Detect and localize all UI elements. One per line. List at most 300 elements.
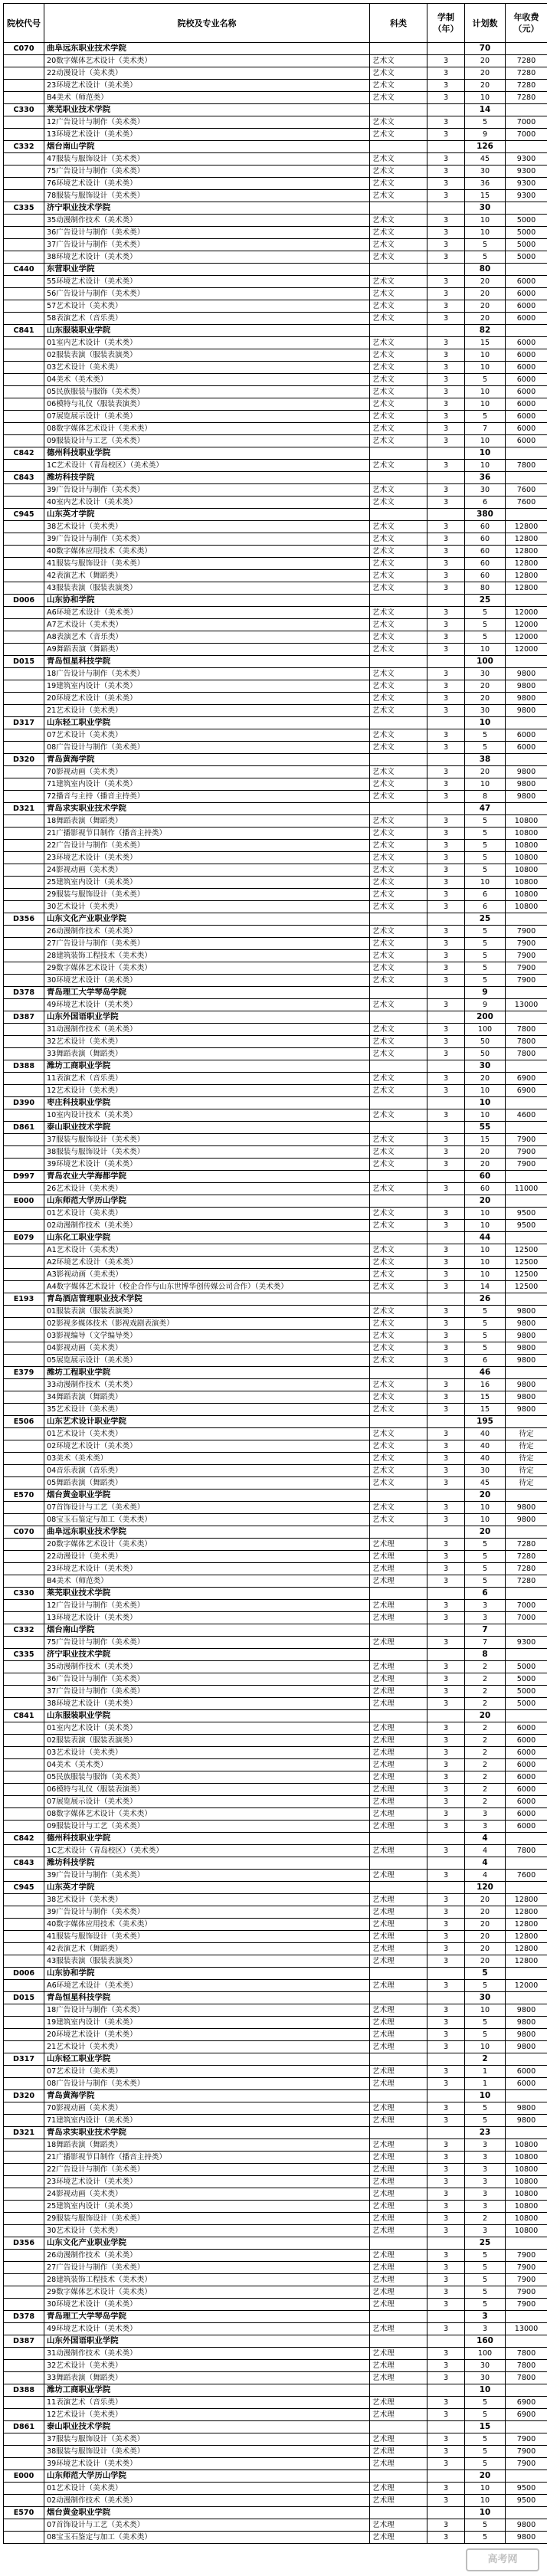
major-code (4, 1575, 44, 1588)
major-plan: 10 (465, 398, 506, 411)
school-plan-total: 30 (465, 1060, 506, 1073)
major-name: 28建筑装饰工程技术（美术类） (44, 2274, 370, 2286)
major-row (4, 570, 547, 582)
major-years: 3 (427, 1870, 465, 1882)
major-fee: 7280 (506, 67, 547, 80)
major-code (4, 2299, 44, 2311)
major-years: 3 (427, 1036, 465, 1048)
major-code (4, 2164, 44, 2176)
major-code (4, 521, 44, 533)
major-code (4, 546, 44, 558)
major-years: 3 (427, 1551, 465, 1563)
major-plan: 5 (465, 2446, 506, 2458)
major-name: 11表演艺术（音乐类） (44, 1073, 370, 1085)
major-name: B4美术（师范类） (44, 1575, 370, 1588)
major-category: 艺术理 (370, 2115, 427, 2127)
major-years: 3 (427, 2372, 465, 2384)
major-years: 3 (427, 1539, 465, 1551)
school-fee (506, 325, 547, 337)
major-row (4, 1330, 547, 1342)
school-name: 潍坊工程职业学院 (44, 1367, 370, 1379)
major-name: 36广告设计与制作（美术类） (44, 1673, 370, 1686)
major-years: 3 (427, 2225, 465, 2237)
major-code (4, 1306, 44, 1318)
major-row (4, 1342, 547, 1355)
major-fee: 7280 (506, 1575, 547, 1588)
major-category: 艺术文 (370, 791, 427, 803)
school-row (4, 913, 547, 926)
major-plan: 10 (465, 1514, 506, 1526)
major-years: 3 (427, 901, 465, 913)
major-code (4, 411, 44, 423)
major-name: 39广告设计与制作（美术类） (44, 1906, 370, 1919)
major-fee: 7000 (506, 116, 547, 129)
school-plan-total: 10 (465, 447, 506, 460)
school-code: D320 (4, 754, 44, 766)
major-fee: 12000 (506, 619, 547, 631)
major-years: 3 (427, 742, 465, 754)
table-body (4, 43, 547, 2544)
school-name: 青岛理工大学琴岛学院 (44, 987, 370, 999)
major-years: 3 (427, 1109, 465, 1122)
major-name: 13环境艺术设计（美术类） (44, 1612, 370, 1624)
major-code (4, 2495, 44, 2507)
major-years: 3 (427, 435, 465, 447)
major-row (4, 1845, 547, 1857)
major-fee: 10800 (506, 889, 547, 901)
major-category: 艺术文 (370, 423, 427, 435)
school-category (370, 1588, 427, 1600)
major-name: 19建筑室内设计（美术类） (44, 680, 370, 693)
school-plan-total: 9 (465, 987, 506, 999)
major-fee: 10800 (506, 877, 547, 889)
major-row (4, 778, 547, 791)
school-name: 山东外国语职业学院 (44, 1011, 370, 1024)
school-row (4, 2090, 547, 2102)
school-code: D997 (4, 1171, 44, 1183)
major-plan: 5 (465, 1551, 506, 1563)
major-name: 28建筑装饰工程技术（美术类） (44, 950, 370, 962)
major-name: 23环境艺术设计（美术类） (44, 80, 370, 92)
major-fee: 12800 (506, 1955, 547, 1968)
major-plan: 5 (465, 1342, 506, 1355)
major-row (4, 153, 547, 166)
major-code (4, 1134, 44, 1146)
major-name: 49环境艺术设计（美术类） (44, 999, 370, 1011)
major-code (4, 2139, 44, 2152)
major-category: 艺术文 (370, 975, 427, 987)
major-fee: 7900 (506, 2262, 547, 2274)
major-plan: 20 (465, 300, 506, 313)
major-fee: 9800 (506, 1391, 547, 1404)
major-code (4, 1391, 44, 1404)
major-fee: 9800 (506, 1342, 547, 1355)
major-name: 70影视动画（美术类） (44, 2102, 370, 2115)
major-years: 3 (427, 1686, 465, 1698)
major-code (4, 1440, 44, 1453)
school-code: D006 (4, 595, 44, 607)
major-name: 34舞蹈表演（舞蹈类） (44, 1391, 370, 1404)
school-code: D317 (4, 717, 44, 729)
major-fee: 7600 (506, 1870, 547, 1882)
school-category (370, 595, 427, 607)
major-row (4, 460, 547, 472)
major-row (4, 1894, 547, 1906)
major-fee: 7900 (506, 962, 547, 975)
school-plan-total: 30 (465, 1992, 506, 2004)
major-code (4, 1024, 44, 1036)
major-code (4, 791, 44, 803)
major-years: 3 (427, 2004, 465, 2017)
major-name: 1C艺术设计（青岛校区）（美术类） (44, 460, 370, 472)
school-years (427, 1232, 465, 1244)
school-fee (506, 1992, 547, 2004)
major-years: 3 (427, 1404, 465, 1416)
major-fee: 7800 (506, 2372, 547, 2384)
major-fee: 5000 (506, 251, 547, 264)
major-code (4, 1257, 44, 1269)
major-plan: 5 (465, 619, 506, 631)
major-row (4, 705, 547, 717)
school-code: C841 (4, 325, 44, 337)
major-row (4, 80, 547, 92)
major-code (4, 435, 44, 447)
major-category: 艺术文 (370, 362, 427, 374)
major-years: 3 (427, 80, 465, 92)
major-row (4, 815, 547, 828)
major-row (4, 1796, 547, 1808)
school-code: D006 (4, 1968, 44, 1980)
major-name: 08广告设计与制作（美术类） (44, 742, 370, 754)
major-row (4, 533, 547, 546)
major-years: 3 (427, 1698, 465, 1710)
major-name: A9舞蹈表演（舞蹈类） (44, 644, 370, 656)
major-years: 3 (427, 962, 465, 975)
major-plan: 10 (465, 1220, 506, 1232)
school-code: D388 (4, 1060, 44, 1073)
major-years: 3 (427, 2041, 465, 2053)
school-name: 青岛黄海学院 (44, 2090, 370, 2102)
school-fee (506, 472, 547, 484)
major-category: 艺术文 (370, 1428, 427, 1440)
major-name: A6环境艺术设计（美术类） (44, 1980, 370, 1992)
major-name: 29服装与服饰设计（美术类） (44, 889, 370, 901)
school-name: 济宁职业技术学院 (44, 202, 370, 215)
major-fee: 10800 (506, 901, 547, 913)
major-plan: 5 (465, 2017, 506, 2029)
major-fee: 6000 (506, 423, 547, 435)
school-category (370, 987, 427, 999)
school-years (427, 1882, 465, 1894)
major-row (4, 877, 547, 889)
major-years: 3 (427, 1257, 465, 1269)
major-category: 艺术理 (370, 2458, 427, 2470)
school-plan-total: 10 (465, 2384, 506, 2397)
major-category: 艺术文 (370, 950, 427, 962)
school-fee (506, 754, 547, 766)
major-code (4, 582, 44, 595)
major-years: 3 (427, 1183, 465, 1195)
school-plan-total: 47 (465, 803, 506, 815)
major-code (4, 1845, 44, 1857)
major-code (4, 1539, 44, 1551)
major-fee: 10800 (506, 840, 547, 852)
major-years: 3 (427, 411, 465, 423)
major-years: 3 (427, 1465, 465, 1477)
school-category (370, 104, 427, 116)
major-plan: 5 (465, 116, 506, 129)
school-category (370, 1122, 427, 1134)
major-category: 艺术文 (370, 607, 427, 619)
school-years (427, 447, 465, 460)
school-fee (506, 1649, 547, 1661)
major-fee: 9800 (506, 766, 547, 778)
major-name: 04美术（美术类） (44, 374, 370, 386)
major-plan: 4 (465, 1870, 506, 1882)
major-category: 艺术理 (370, 2250, 427, 2262)
major-name: 20数字媒体艺术设计（美术类） (44, 55, 370, 67)
school-code: C070 (4, 43, 44, 55)
major-name: 08广告设计与制作（美术类） (44, 2078, 370, 2090)
school-code: C332 (4, 1624, 44, 1637)
major-plan: 2 (465, 1759, 506, 1771)
major-years: 3 (427, 558, 465, 570)
major-name: 22动漫设计（美术类） (44, 1551, 370, 1563)
major-code (4, 55, 44, 67)
major-plan: 5 (465, 1306, 506, 1318)
school-row (4, 1588, 547, 1600)
school-fee (506, 1588, 547, 1600)
major-name: 06模特与礼仪（服装表演类） (44, 1784, 370, 1796)
major-category: 艺术理 (370, 2188, 427, 2201)
school-row (4, 43, 547, 55)
major-row (4, 2164, 547, 2176)
school-years (427, 754, 465, 766)
major-name: 01服装表演（服装表演类） (44, 1306, 370, 1318)
school-row (4, 264, 547, 276)
major-years: 3 (427, 705, 465, 717)
major-name: 30艺术设计（美术类） (44, 2225, 370, 2237)
major-category: 艺术文 (370, 276, 427, 288)
major-plan: 5 (465, 1318, 506, 1330)
major-name: 24影视动画（美术类） (44, 864, 370, 877)
school-name: 山东文化产业职业学院 (44, 913, 370, 926)
major-years: 3 (427, 1514, 465, 1526)
school-category (370, 656, 427, 668)
major-row (4, 852, 547, 864)
major-name: 26艺术设计（美术类） (44, 1183, 370, 1195)
school-category (370, 1968, 427, 1980)
school-years (427, 1649, 465, 1661)
major-category: 艺术文 (370, 92, 427, 104)
major-plan: 2 (465, 1771, 506, 1784)
major-code (4, 1159, 44, 1171)
major-name: 05民族服装与服饰（美术类） (44, 1771, 370, 1784)
major-code (4, 1943, 44, 1955)
major-category: 艺术文 (370, 1514, 427, 1526)
major-fee: 10800 (506, 2176, 547, 2188)
major-category: 艺术文 (370, 729, 427, 742)
major-code (4, 2201, 44, 2213)
major-plan: 30 (465, 166, 506, 178)
school-category (370, 2470, 427, 2483)
school-row (4, 2237, 547, 2250)
major-category: 艺术文 (370, 1453, 427, 1465)
major-years: 3 (427, 497, 465, 509)
school-name: 青岛恒星科技学院 (44, 1992, 370, 2004)
school-fee (506, 2053, 547, 2066)
major-years: 3 (427, 1085, 465, 1097)
major-row (4, 251, 547, 264)
school-plan-total: 3 (465, 2311, 506, 2323)
major-name: 13环境艺术设计（美术类） (44, 129, 370, 141)
major-code (4, 349, 44, 362)
school-category (370, 2090, 427, 2102)
school-name: 山东轻工职业学院 (44, 717, 370, 729)
major-plan: 30 (465, 2360, 506, 2372)
major-plan: 30 (465, 1465, 506, 1477)
major-fee: 9800 (506, 2004, 547, 2017)
school-name: 莱芜职业技术学院 (44, 1588, 370, 1600)
major-code (4, 2286, 44, 2299)
major-category: 艺术文 (370, 828, 427, 840)
major-name: 20环境艺术设计（美术类） (44, 2029, 370, 2041)
school-row (4, 595, 547, 607)
major-years: 3 (427, 791, 465, 803)
major-category: 艺术文 (370, 1440, 427, 1453)
major-fee: 6000 (506, 349, 547, 362)
major-code (4, 1698, 44, 1710)
major-row (4, 2004, 547, 2017)
school-category (370, 1097, 427, 1109)
major-fee: 5000 (506, 227, 547, 239)
major-years: 3 (427, 1342, 465, 1355)
school-row (4, 1011, 547, 1024)
major-row (4, 67, 547, 80)
major-fee: 9800 (506, 1379, 547, 1391)
major-category: 艺术文 (370, 680, 427, 693)
major-category: 艺术文 (370, 570, 427, 582)
major-years: 3 (427, 975, 465, 987)
major-name: 43服装表演（服装表演类） (44, 582, 370, 595)
major-category: 艺术理 (370, 2446, 427, 2458)
major-code (4, 2176, 44, 2188)
school-category (370, 1171, 427, 1183)
major-name: 18舞蹈表演（舞蹈类） (44, 815, 370, 828)
major-row (4, 349, 547, 362)
major-fee: 12800 (506, 1894, 547, 1906)
school-years (427, 1293, 465, 1306)
school-row (4, 472, 547, 484)
school-plan-total: 5 (465, 1968, 506, 1980)
major-category: 艺术文 (370, 497, 427, 509)
major-row (4, 411, 547, 423)
major-plan: 40 (465, 1428, 506, 1440)
major-code (4, 1894, 44, 1906)
school-years (427, 913, 465, 926)
major-name: 26动漫制作技术（美术类） (44, 926, 370, 938)
major-row (4, 1919, 547, 1931)
major-row (4, 92, 547, 104)
major-row (4, 1257, 547, 1269)
major-code (4, 1404, 44, 1416)
major-code (4, 215, 44, 227)
major-fee: 7900 (506, 1159, 547, 1171)
major-category: 艺术文 (370, 1048, 427, 1060)
major-years: 3 (427, 349, 465, 362)
major-name: 75广告设计与制作（美术类） (44, 166, 370, 178)
major-code (4, 1919, 44, 1931)
school-code: D321 (4, 2127, 44, 2139)
major-category: 艺术文 (370, 582, 427, 595)
major-category: 艺术理 (370, 1771, 427, 1784)
major-row (4, 337, 547, 349)
major-fee: 7000 (506, 1612, 547, 1624)
major-years: 3 (427, 2066, 465, 2078)
school-row (4, 987, 547, 999)
major-row (4, 975, 547, 987)
major-category: 艺术文 (370, 1355, 427, 1367)
major-name: 23环境艺术设计（美术类） (44, 852, 370, 864)
school-code: D861 (4, 1122, 44, 1134)
major-plan: 20 (465, 1943, 506, 1955)
major-code (4, 533, 44, 546)
school-years (427, 104, 465, 116)
school-row (4, 1526, 547, 1539)
major-category: 艺术理 (370, 1661, 427, 1673)
major-name: 07首饰设计与工艺（美术类） (44, 2519, 370, 2532)
major-category: 艺术文 (370, 546, 427, 558)
major-plan: 5 (465, 607, 506, 619)
major-code (4, 2213, 44, 2225)
major-fee: 7900 (506, 2458, 547, 2470)
school-category (370, 1293, 427, 1306)
school-row (4, 2053, 547, 2066)
major-plan: 4 (465, 1845, 506, 1857)
major-fee: 10800 (506, 2152, 547, 2164)
major-code (4, 1906, 44, 1919)
school-plan-total: 7 (465, 1624, 506, 1637)
major-code (4, 460, 44, 472)
major-years: 3 (427, 215, 465, 227)
major-plan: 2 (465, 1661, 506, 1673)
major-name: 01室内艺术设计（美术类） (44, 337, 370, 349)
major-name: 18舞蹈表演（舞蹈类） (44, 2139, 370, 2152)
major-fee: 13000 (506, 999, 547, 1011)
major-years: 3 (427, 1220, 465, 1232)
school-category (370, 2421, 427, 2433)
school-row (4, 1232, 547, 1244)
major-name: 33舞蹈表演（舞蹈类） (44, 1048, 370, 1060)
school-code: C945 (4, 1882, 44, 1894)
major-code (4, 2458, 44, 2470)
major-fee: 6000 (506, 362, 547, 374)
major-code (4, 1796, 44, 1808)
school-category (370, 1624, 427, 1637)
major-plan: 10 (465, 227, 506, 239)
major-row (4, 2286, 547, 2299)
school-plan-total: 20 (465, 1195, 506, 1208)
major-name: 33动漫制作技术（美术类） (44, 1379, 370, 1391)
school-row (4, 1097, 547, 1109)
major-row (4, 313, 547, 325)
school-category (370, 264, 427, 276)
school-row (4, 2335, 547, 2348)
major-category: 艺术文 (370, 129, 427, 141)
major-code (4, 729, 44, 742)
school-category (370, 2237, 427, 2250)
school-plan-total: 14 (465, 104, 506, 116)
